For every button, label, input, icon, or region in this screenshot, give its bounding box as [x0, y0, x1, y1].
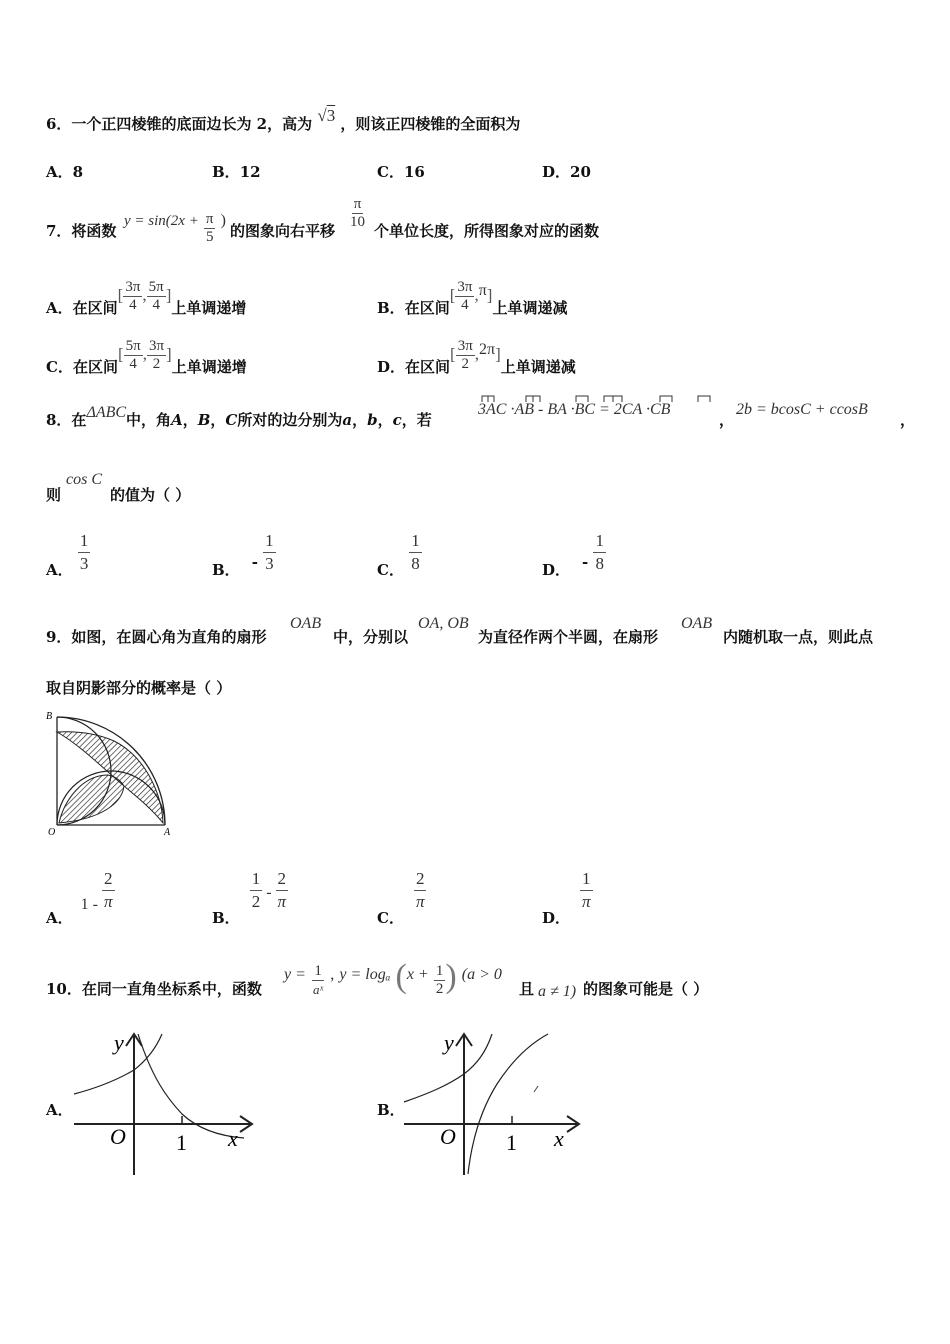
frac-num: 2: [103, 869, 113, 888]
q10-y1: y =: [284, 966, 306, 983]
frac-num: 5π: [125, 338, 141, 354]
interval-end: [147, 338, 166, 373]
paren-close: ): [445, 958, 457, 995]
option-minus: -: [266, 883, 272, 901]
q7-func-right: ): [220, 212, 226, 229]
q10-inner: x +: [406, 966, 429, 983]
label-y: y: [444, 1030, 454, 1055]
q6-option-c[interactable]: [377, 163, 425, 181]
q10-p1: 10．在同一直角坐标系中，函数: [46, 980, 262, 998]
q9-oab-2: OAB: [681, 615, 713, 632]
q7-option-c[interactable]: [46, 338, 247, 376]
q10-y2: y = logₐ: [339, 966, 391, 983]
option-value: 12: [239, 163, 261, 181]
option-label: C．: [46, 357, 73, 376]
q10-p2: 的图象可能是（ ）: [583, 980, 709, 998]
bracket-close: ]: [495, 344, 501, 364]
q8-line2-post: 的值为（ ）: [110, 486, 191, 504]
q8-vector-equation: 3AC ·AB - BA ·BC = 2CA ·CB: [478, 401, 671, 418]
option-fraction: [263, 530, 276, 575]
option-fraction: [409, 530, 422, 575]
q8-equation2: 2b = bcosC + ccosB: [736, 401, 868, 418]
q7-option-b[interactable]: [377, 279, 568, 317]
bracket-close: ]: [166, 344, 172, 364]
q8-angle-a: A: [171, 411, 183, 429]
label-b: B: [46, 711, 53, 722]
frac-num: 1: [251, 869, 261, 888]
interval-comma: ,: [142, 285, 147, 305]
q8-angle-c: C: [225, 411, 238, 429]
label-x: x: [228, 1126, 238, 1151]
q10-cond1: (a > 0: [461, 966, 502, 983]
label-a: A: [164, 827, 171, 838]
q8-side-c: c: [392, 411, 402, 429]
q9-p2: 中，分别以: [333, 628, 409, 646]
q7-option-d[interactable]: [377, 338, 576, 376]
shaded-region-lower: [59, 775, 124, 823]
q10-frac2: [434, 963, 446, 998]
option-sign: -: [251, 552, 258, 571]
option-label: A．: [46, 560, 73, 579]
option-post: 上单调递减: [500, 357, 576, 376]
q9-option-d[interactable]: [542, 868, 593, 927]
frac-den: 8: [411, 554, 420, 573]
q9-p4: 内随机取一点，则此点: [723, 628, 874, 646]
q10-and: 且: [519, 980, 535, 998]
label-y: y: [114, 1030, 124, 1055]
interval-end: π: [478, 281, 487, 299]
frac-den: 4: [461, 297, 469, 313]
frac-num: 1: [314, 963, 322, 979]
q9-option-c[interactable]: [377, 868, 426, 927]
q9-oab-1: OAB: [290, 615, 322, 632]
interval-start: [123, 279, 142, 314]
option-label: C．: [377, 163, 404, 181]
interval-comma: ,: [474, 285, 479, 305]
frac-num: 1: [595, 531, 604, 550]
option-pre: 在区间: [404, 298, 450, 317]
frac-den: 3: [265, 554, 274, 573]
frac-den: 4: [129, 297, 137, 313]
q6-sqrt-value: 3: [326, 106, 336, 125]
stray-mark: [534, 1086, 538, 1092]
option-label: D．: [377, 357, 406, 376]
label-o: O: [110, 1124, 126, 1149]
q9-p1: 9．如图，在圆心角为直角的扇形: [46, 628, 267, 646]
q7-middle: 的图象向右平移: [230, 222, 336, 240]
option-fraction: [593, 530, 606, 575]
frac-den: 2: [461, 356, 469, 372]
bracket-open: [: [449, 285, 456, 305]
option-label: D．: [542, 560, 571, 579]
option-pre: 在区间: [72, 357, 118, 376]
q7-prefix: 7．将函数: [46, 222, 117, 240]
frac-den: 8: [595, 554, 604, 573]
frac-den: 2: [152, 356, 161, 372]
q8-p3: 所对的边分别为: [237, 411, 343, 429]
frac-den: 4: [129, 356, 137, 372]
q8-line2-pre: 则: [46, 486, 62, 504]
option-label: A．: [46, 298, 73, 317]
q7-option-a[interactable]: [46, 279, 247, 317]
frac-den: 2: [435, 981, 444, 997]
frac-den: 4: [152, 297, 160, 313]
frac-den: 2: [251, 892, 261, 911]
label-one: 1: [176, 1130, 187, 1155]
frac-den: π: [415, 892, 425, 911]
frac-num: π: [205, 211, 214, 227]
q8-side-a: a: [342, 411, 353, 429]
q7-shift-frac: [348, 196, 367, 231]
q6-text-prefix: 6．一个正四棱锥的底面边长为 2，高为: [46, 115, 313, 133]
interval-start: [455, 279, 474, 314]
frac-den: π: [103, 892, 113, 911]
q8-side-b: b: [367, 411, 378, 429]
q9-line2: 取自阴影部分的概率是（ ）: [46, 679, 232, 697]
option-label: B．: [212, 908, 240, 927]
q8-vector-arrows: [480, 389, 720, 399]
interval-end: [147, 279, 166, 314]
graph-b-plot: [402, 1028, 592, 1178]
interval-start: [456, 338, 475, 373]
q10-graph-a[interactable]: [72, 1028, 262, 1182]
option-pre: 1 -: [80, 895, 98, 913]
q8-option-d[interactable]: [542, 530, 606, 579]
q6-option-a[interactable]: [46, 163, 83, 181]
q10-graph-a-label[interactable]: A．: [46, 1101, 73, 1119]
q6-option-b[interactable]: [212, 163, 261, 181]
label-o: O: [440, 1124, 456, 1149]
option-label: B．: [212, 560, 240, 579]
q10-graph-b[interactable]: [402, 1028, 592, 1182]
q7-func-left: y = sin(2x +: [124, 213, 199, 229]
q6-stem: [46, 106, 521, 133]
option-label: D．: [542, 163, 571, 181]
q8-option-a[interactable]: [46, 530, 90, 579]
option-value: 16: [403, 163, 425, 181]
q9-option-a[interactable]: [46, 868, 115, 927]
label-one: 1: [506, 1130, 517, 1155]
q9-p3: 为直径作两个半圆，在扇形: [478, 628, 659, 646]
q7-shift-fraction: [348, 196, 367, 231]
option-fraction: [580, 868, 593, 913]
bracket-close: ]: [486, 285, 493, 305]
bracket-open: [: [117, 285, 124, 305]
frac-num: 3π: [148, 338, 165, 354]
option-sign: -: [582, 552, 589, 571]
interval-end: 2π: [479, 340, 496, 358]
q8-triangle: ΔABC: [86, 404, 127, 421]
frac-den: aˣ: [313, 982, 324, 997]
q8-stem-line2: [46, 486, 61, 504]
option-fraction: [78, 530, 91, 575]
q8-comma: ，: [719, 411, 735, 429]
interval-comma: ,: [142, 344, 147, 364]
q8-p4: ，若: [401, 411, 432, 429]
q8-sep: ，: [182, 411, 198, 429]
q8-sep: ，: [377, 411, 393, 429]
option-label: B．: [377, 298, 405, 317]
frac-num: 1: [411, 531, 420, 550]
q10-cond2: a ≠ 1): [538, 983, 577, 1000]
option-fraction: [276, 868, 289, 913]
option-label: C．: [377, 908, 404, 927]
option-fraction-half: [250, 868, 263, 913]
option-fraction: [102, 868, 115, 913]
q8-stem-line1: [46, 404, 432, 430]
q8-option-b[interactable]: [212, 530, 276, 579]
frac-den: π: [277, 892, 287, 911]
interval-start: [124, 338, 143, 373]
option-label: C．: [377, 560, 404, 579]
bracket-open: [: [117, 344, 124, 364]
bracket-close: ]: [165, 285, 172, 305]
frac-num: π: [353, 196, 362, 212]
frac-num: 3π: [457, 338, 473, 354]
option-pre: 在区间: [72, 298, 118, 317]
q6-sqrt3: √3: [317, 106, 336, 125]
bracket-open: [: [450, 344, 456, 364]
option-label: A．: [46, 908, 73, 927]
frac-num: 3π: [457, 279, 473, 295]
q8-option-c[interactable]: [377, 530, 422, 579]
frac-den: 3: [79, 554, 89, 573]
frac-num: 5π: [148, 279, 164, 295]
q10-sep: ,: [330, 966, 335, 983]
q6-text-suffix: ，则该正四棱锥的全面积为: [340, 115, 521, 133]
q10-graph-b-label[interactable]: B．: [377, 1101, 405, 1119]
q8-cosC: cos C: [66, 471, 102, 488]
graph-a-plot: [72, 1028, 262, 1178]
q8-end: ，: [900, 411, 916, 429]
frac-den: 5: [205, 229, 214, 245]
sector-diagram: [42, 705, 182, 840]
q10-frac1: [311, 963, 325, 998]
q9-option-b[interactable]: [212, 868, 288, 927]
frac-num: 1: [79, 531, 89, 550]
q7-function: [124, 203, 226, 245]
option-label: D．: [542, 908, 571, 927]
option-pre: 在区间: [405, 357, 451, 376]
label-o: O: [48, 827, 56, 838]
option-post: 上单调递减: [492, 298, 568, 317]
option-label: B．: [212, 163, 240, 181]
option-post: 上单调递增: [171, 357, 247, 376]
option-fraction: [414, 868, 427, 913]
frac-num: 2: [277, 869, 287, 888]
q8-sep: ，: [352, 411, 368, 429]
label-x: x: [554, 1126, 564, 1151]
q6-option-d[interactable]: [542, 163, 591, 181]
q8-angle-b: B: [197, 411, 211, 429]
q8-p1: 8．在: [46, 411, 87, 429]
frac-num: 1: [435, 963, 444, 979]
paren-open: (: [395, 958, 407, 995]
frac-num: 3π: [125, 279, 141, 295]
frac-num: 1: [582, 869, 591, 888]
q8-p2: 中，角: [126, 411, 172, 429]
q10-functions: [284, 956, 502, 998]
interval-comma: ,: [474, 344, 480, 364]
option-post: 上单调递增: [171, 298, 247, 317]
q7-suffix: 个单位长度，所得图象对应的函数: [374, 222, 600, 240]
vector-arrow-mark: [698, 396, 710, 402]
option-value: 8: [72, 163, 84, 181]
q9-sector-figure: [42, 705, 182, 844]
q7-func-fraction: [204, 211, 216, 246]
option-label: A．: [46, 163, 73, 181]
frac-num: 1: [265, 531, 274, 550]
option-value: 20: [570, 163, 591, 181]
frac-den: 10: [350, 214, 365, 230]
q8-sep: ，: [210, 411, 226, 429]
frac-den: π: [582, 892, 591, 911]
q9-oa-ob: OA, OB: [418, 615, 469, 632]
frac-num: 2: [415, 869, 425, 888]
